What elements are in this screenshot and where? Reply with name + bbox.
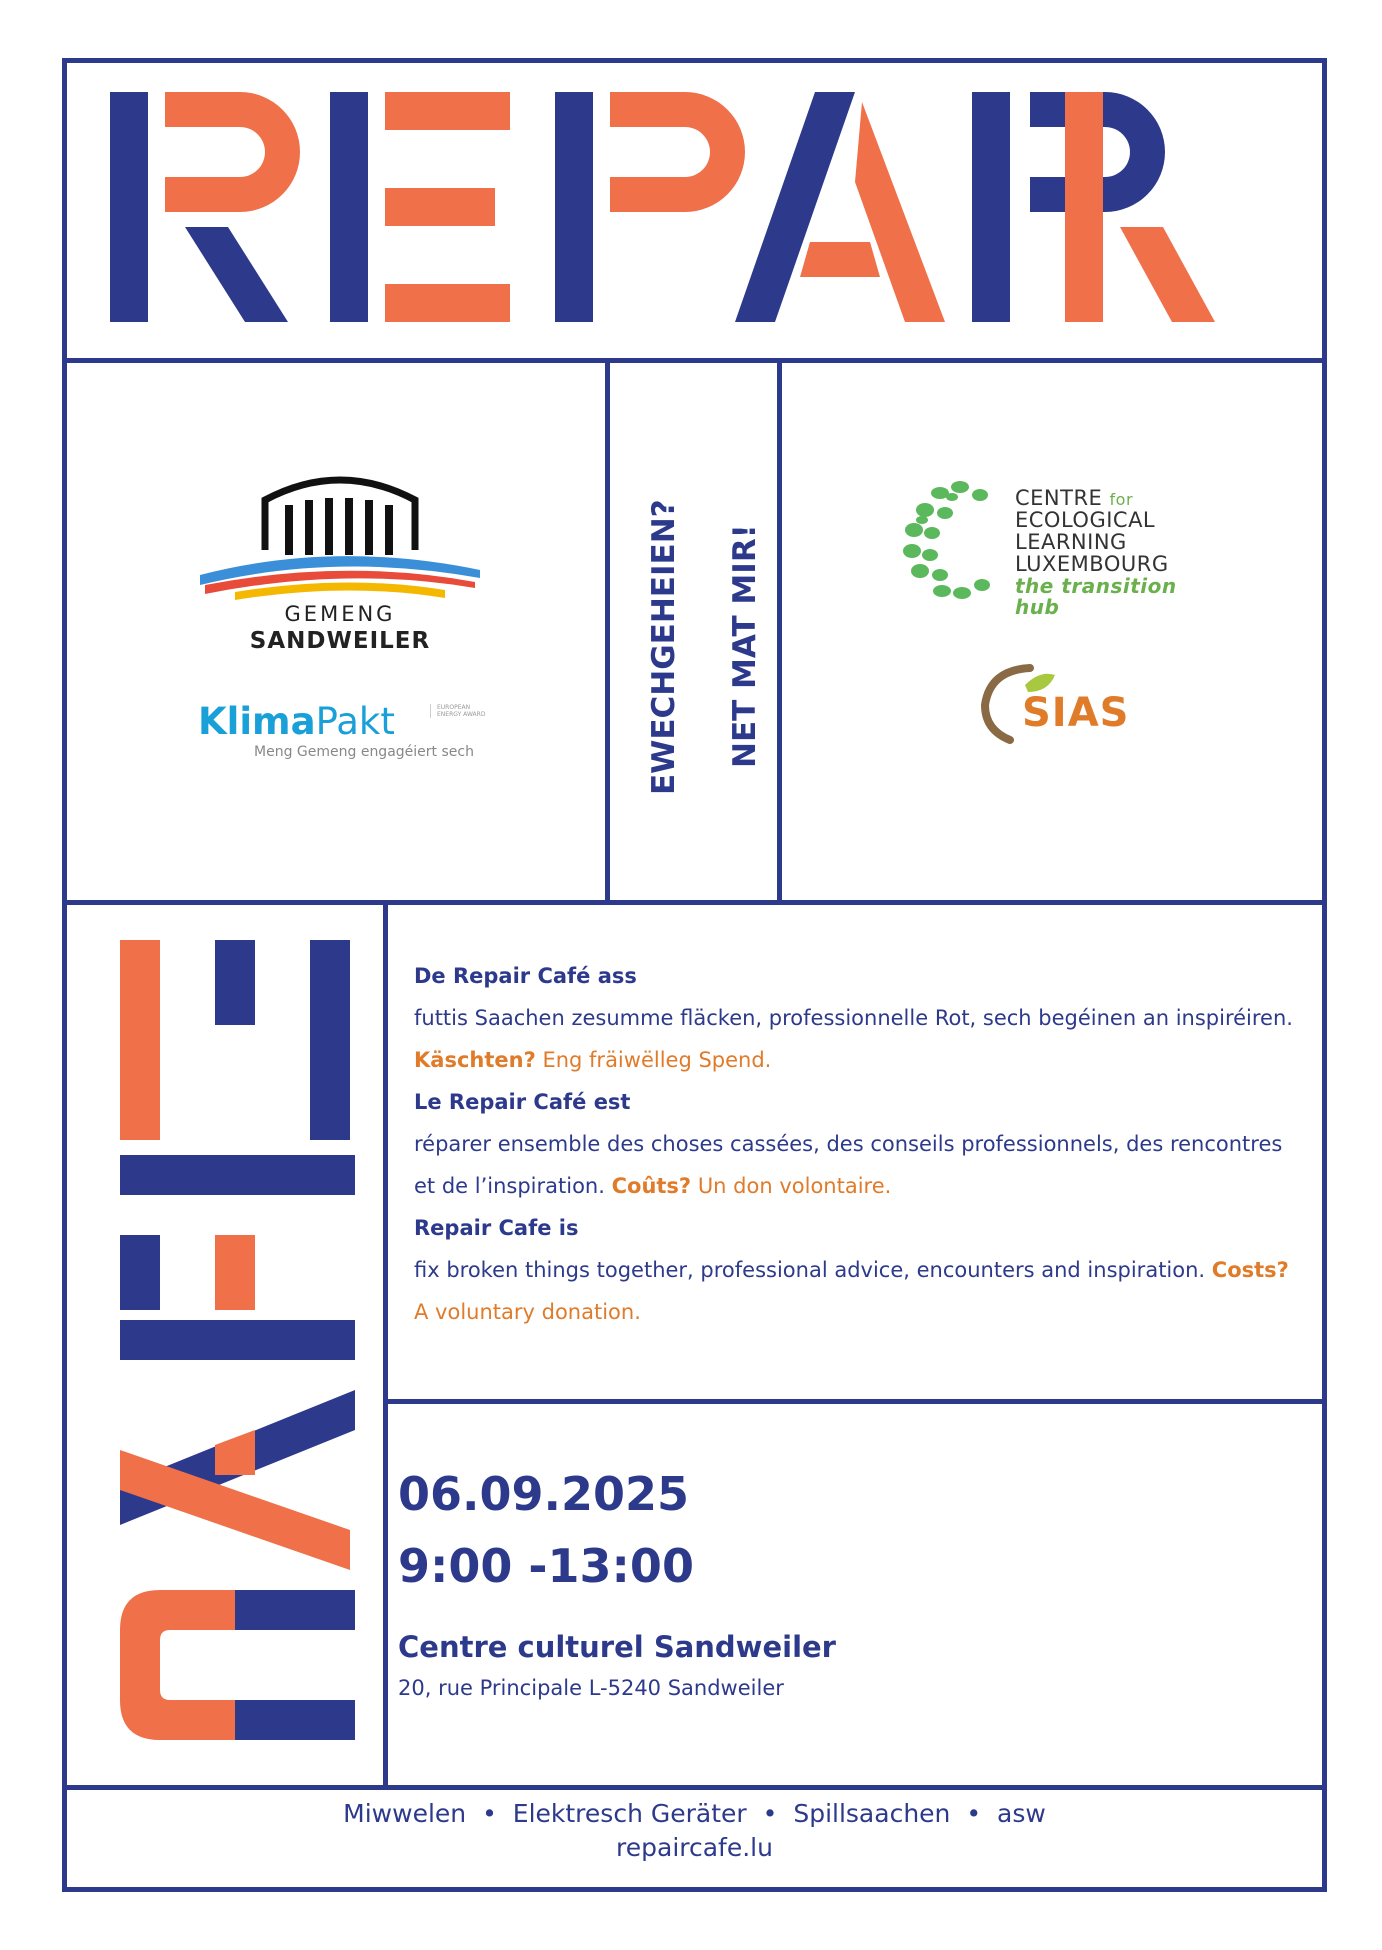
cell-line2: ECOLOGICAL <box>1015 508 1156 532</box>
footer-item: Miwwelen <box>343 1799 467 1828</box>
event-datetime <box>398 1458 694 1602</box>
divider-logos-right <box>777 358 782 905</box>
footer-items <box>67 1797 1322 1831</box>
event-venue: Centre culturel Sandweiler <box>398 1630 836 1664</box>
klimapakt-tagline: Meng Gemeng engagéiert sech <box>254 744 474 760</box>
info-text <box>414 955 1304 1333</box>
cell-line5: the transition hub <box>1015 574 1177 619</box>
cell-logo <box>900 470 1220 619</box>
sias-name: SIAS <box>1022 690 1130 736</box>
klimapakt-logo <box>198 700 498 770</box>
event-time: 9:00 -13:00 <box>398 1539 694 1593</box>
footer-separator: • <box>966 1799 982 1828</box>
en-heading: Repair Cafe is <box>414 1216 579 1240</box>
footer <box>67 1797 1322 1865</box>
klimapakt-eu-note: EUROPEAN ENERGY AWARD <box>430 704 487 718</box>
klimapakt-part1: Klima <box>198 700 316 743</box>
leaf-c-icon <box>900 475 1005 605</box>
lb-cost-answer: Eng fräiwëlleg Spend. <box>542 1048 772 1072</box>
event-address: 20, rue Principale L-5240 Sandweiler <box>398 1676 784 1700</box>
klimapakt-part2: Pakt <box>315 700 395 743</box>
footer-website-link[interactable]: repaircafe.lu <box>616 1833 773 1862</box>
sias-logo <box>970 650 1140 750</box>
divider-cafe <box>383 900 388 1790</box>
fr-text: réparer ensemble des choses cassées, des conseils professionnels, des rencontres et de l’inspiration. <box>414 1132 1283 1198</box>
lb-heading: De Repair Café ass <box>414 964 637 988</box>
cell-line1: CENTRE <box>1015 486 1103 510</box>
slogan-line1: EWECHGEHEIEN? <box>646 499 682 795</box>
lb-text: futtis Saachen zesumme fläcken, professionnelle Rot, sech begéinen an inspiréiren. <box>414 1006 1293 1030</box>
footer-item: Spillsaachen <box>793 1799 951 1828</box>
cell-line4: LUXEMBOURG <box>1015 552 1169 576</box>
divider-middle <box>62 900 1327 905</box>
en-cost-question: Costs? <box>1211 1258 1289 1282</box>
cafe-lettering <box>100 930 360 1760</box>
en-cost-answer: A voluntary donation. <box>414 1300 641 1324</box>
divider-footer <box>62 1785 1327 1790</box>
footer-separator: • <box>762 1799 778 1828</box>
sandweiler-line1: GEMENG <box>284 602 396 626</box>
fr-cost-answer: Un don volontaire. <box>697 1174 892 1198</box>
en-text: fix broken things together, professional advice, encounters and inspiration. <box>414 1258 1206 1282</box>
cell-line3: LEARNING <box>1015 530 1127 554</box>
footer-item: asw <box>997 1799 1046 1828</box>
event-date: 06.09.2025 <box>398 1467 690 1521</box>
divider-logos-left <box>605 358 610 905</box>
fr-cost-question: Coûts? <box>611 1174 692 1198</box>
sandweiler-emblem-icon <box>195 470 485 600</box>
fr-paragraph <box>414 1123 1304 1207</box>
fr-heading: Le Repair Café est <box>414 1090 631 1114</box>
sandweiler-line2: SANDWEILER <box>249 628 431 654</box>
cafe-title <box>100 930 360 1760</box>
divider-info <box>383 1399 1327 1404</box>
repair-title <box>110 92 1260 332</box>
lb-cost-question: Käschten? <box>414 1048 536 1072</box>
slogan-line2: NET MAT MIR! <box>727 524 763 768</box>
lb-paragraph <box>414 997 1304 1081</box>
footer-item: Elektresch Geräter <box>512 1799 747 1828</box>
cell-line1-small: for <box>1109 490 1134 509</box>
footer-separator: • <box>482 1799 497 1828</box>
divider-header <box>62 358 1327 363</box>
en-paragraph <box>414 1249 1304 1333</box>
repair-lettering <box>110 92 1260 332</box>
sandweiler-logo <box>195 470 485 660</box>
